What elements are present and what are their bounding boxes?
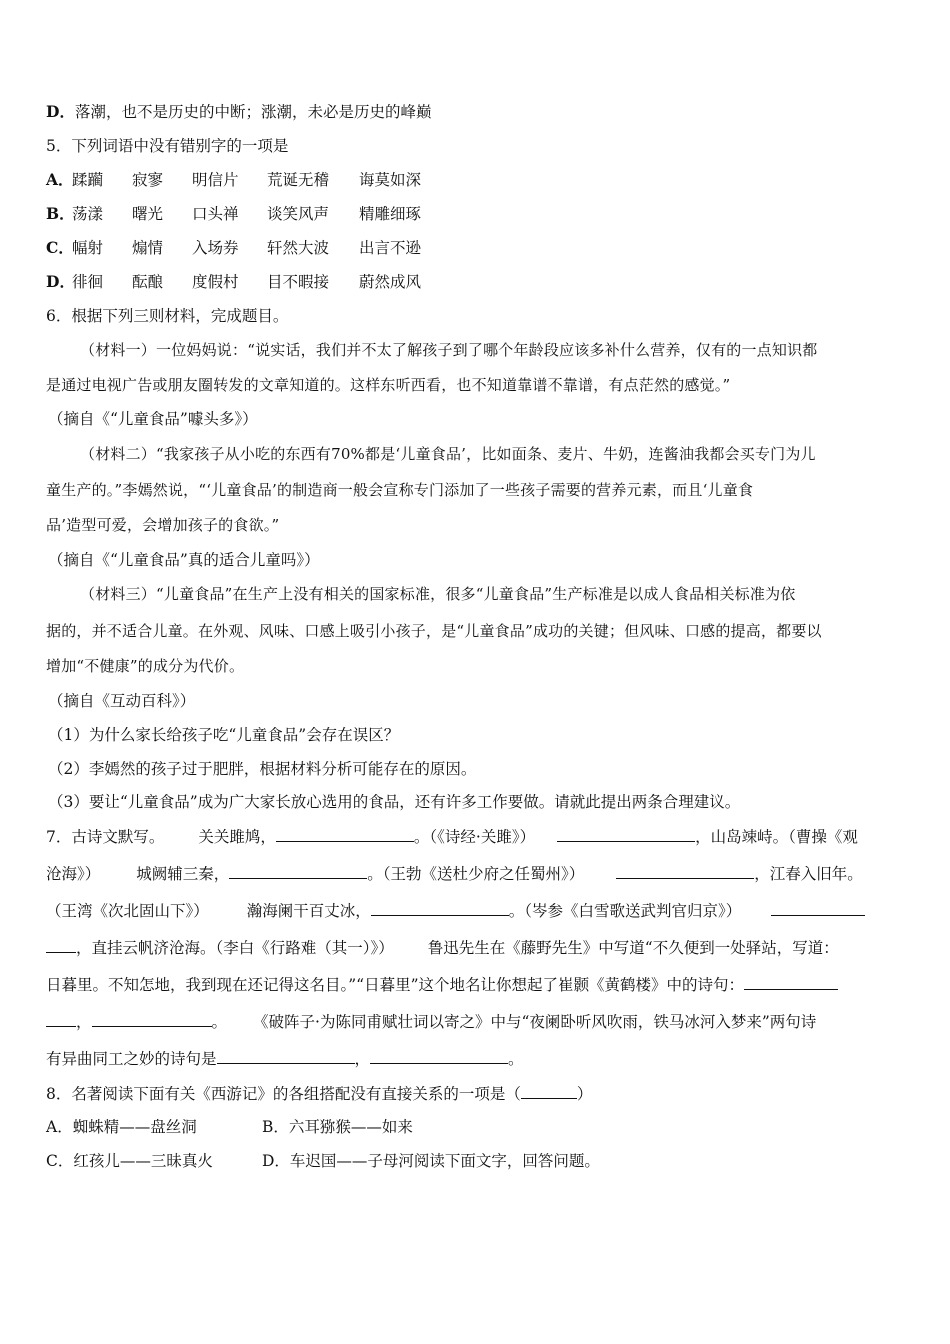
- material-1-line: 是通过电视广告或朋友圈转发的文章知道的。这样东听西看，也不知道靠谱不靠谱，有点茫然的感觉。”: [46, 376, 731, 394]
- material-3-source: （摘自《互动百科》）: [48, 692, 196, 710]
- prompt: 鲁迅先生在《藤野先生》中写道“不久便到一处驿站，写道：: [427, 939, 839, 957]
- answer-blank[interactable]: [229, 862, 367, 879]
- material-2-line: 童生产的。”李嫣然说，“‘儿童食品’的制造商一般会宣称专门添加了一些孩子需要的营养元素，而且‘儿童食: [46, 481, 754, 499]
- prompt: ，山岛竦峙。（曹操《观: [695, 828, 858, 846]
- prompt: 《破阵子·为陈同甫赋壮词以寄之》中与“夜阑卧听风吹雨，铁马冰河入梦来”两句诗: [253, 1013, 817, 1031]
- source: 。（《诗经·关雎》）: [413, 828, 536, 846]
- prompt: ，江春入旧年。: [754, 865, 863, 883]
- prompt: ，直挂云帆济沧海。（李白《行路难（其一）》）: [76, 939, 394, 957]
- word: 目不暇接: [267, 273, 330, 291]
- q8-stem-close: ）: [576, 1085, 593, 1103]
- word: 度假村: [192, 273, 239, 291]
- answer-blank[interactable]: [557, 825, 695, 842]
- material-3-line: （材料三）“儿童食品”在生产上没有相关的国家标准，很多“儿童食品”生产标准是以成人食品相关标准为依: [80, 585, 796, 603]
- word: 轩然大波: [267, 239, 330, 257]
- material-3-line: 据的，并不适合儿童。在外观、风味、口感上吸引小孩子，是“儿童食品”成功的关键；但风味、口感的提高，都要以: [46, 622, 822, 640]
- punct: 。: [211, 1013, 228, 1031]
- answer-blank[interactable]: [371, 899, 509, 916]
- word: 曙光: [132, 205, 164, 223]
- punct: ，: [76, 1013, 92, 1031]
- source: 。（王勃《送杜少府之任蜀州》）: [367, 865, 585, 883]
- q8-options-row: [46, 1150, 600, 1172]
- answer-blank[interactable]: [46, 1010, 76, 1027]
- q8-option-a: A．蜘蛛精——盘丝洞: [46, 1118, 197, 1136]
- q8-options-row: [46, 1116, 413, 1138]
- material-2-line: （材料二）“我家孩子从小吃的东西有70%都是‘儿童食品’，比如面条、麦片、牛奶，连酱油我都会买专门为儿: [80, 445, 816, 463]
- answer-blank[interactable]: [616, 862, 754, 879]
- word: 幅射: [72, 239, 104, 257]
- word: 口头禅: [192, 205, 239, 223]
- punct: ，: [354, 1050, 371, 1068]
- option-text: 落潮，也不是历史的中断；涨潮，未必是历史的峰巅: [74, 103, 432, 121]
- q5-option-b: [46, 203, 449, 225]
- option-label: D．: [46, 102, 75, 121]
- q6-sub-question-2: （2）李嫣然的孩子过于肥胖，根据材料分析可能存在的原因。: [48, 760, 477, 778]
- q7-line: [46, 825, 858, 848]
- source: 沧海》）: [46, 865, 101, 883]
- word: 荡漾: [72, 205, 104, 223]
- q6-sub-question-1: （1）为什么家长给孩子吃“儿童食品”会存在误区？: [48, 726, 400, 744]
- q8-option-d: D．车迟国——子母河阅读下面文字，回答问题。: [262, 1152, 600, 1170]
- word: 明信片: [192, 171, 239, 189]
- answer-blank[interactable]: [370, 1047, 508, 1064]
- q5-option-c: [46, 237, 449, 259]
- prompt: 城阙辅三秦，: [136, 865, 230, 883]
- prompt: 有异曲同工之妙的诗句是: [46, 1050, 217, 1068]
- q7-line: [46, 1047, 524, 1070]
- word: 徘徊: [72, 273, 104, 291]
- material-2-source: （摘自《“儿童食品”真的适合儿童吗》）: [48, 551, 320, 569]
- answer-blank[interactable]: [771, 899, 865, 916]
- word: 诲莫如深: [359, 171, 422, 189]
- q5-option-d: [46, 271, 449, 293]
- word: 入场券: [192, 239, 239, 257]
- q7-line: [46, 862, 863, 885]
- answer-blank[interactable]: [521, 1082, 577, 1099]
- prompt: 关关雎鸠，: [198, 828, 276, 846]
- punct: 。: [508, 1050, 524, 1068]
- q5-stem: 5．下列词语中没有错别字的一项是: [46, 137, 289, 155]
- material-2-line: 品’造型可爱，会增加孩子的食欲。”: [46, 516, 280, 534]
- word: 荒诞无稽: [267, 171, 330, 189]
- q8-stem: [46, 1082, 592, 1105]
- answer-blank[interactable]: [217, 1047, 355, 1064]
- word: 酝酿: [132, 273, 164, 291]
- q5-option-a: [46, 169, 449, 191]
- q7-stem: 7．古诗文默写。: [46, 828, 165, 846]
- q7-line: [46, 1010, 816, 1033]
- answer-blank[interactable]: [46, 936, 76, 953]
- word: 出言不逊: [359, 239, 422, 257]
- option-label: D．: [46, 272, 75, 291]
- q6-sub-question-3: （3）要让“儿童食品”成为广大家长放心选用的食品，还有许多工作要做。请就此提出两条合理建议。: [48, 793, 741, 811]
- word: 煽情: [132, 239, 164, 257]
- word: 寂寥: [132, 171, 164, 189]
- material-1-line: （材料一）一位妈妈说：“说实话，我们并不太了解孩子到了哪个年龄段应该多补什么营养，仅有的一点知识都: [80, 341, 818, 359]
- word: 精雕细琢: [359, 205, 422, 223]
- q7-line: [46, 973, 838, 996]
- option-label: A．: [46, 170, 74, 189]
- q8-option-c: C．红孩儿——三昧真火: [46, 1152, 213, 1170]
- word: 谈笑风声: [267, 205, 330, 223]
- material-1-source: （摘自《“儿童食品”噱头多》）: [48, 410, 258, 428]
- prompt: 日暮里。不知怎地，我到现在还记得这名目。”“日暮里”这个地名让你想起了崔颢《黄鹤楼》中的诗句：: [46, 976, 745, 994]
- q4-option-d: [46, 101, 431, 123]
- q8-stem-text: 8．名著阅读下面有关《西游记》的各组搭配没有直接关系的一项是（: [46, 1085, 521, 1103]
- word: 蔚然成风: [359, 273, 422, 291]
- prompt: 瀚海阑干百丈冰，: [246, 902, 371, 920]
- option-label: C．: [46, 238, 74, 257]
- word: 蹂躏: [72, 171, 104, 189]
- q6-stem: 6．根据下列三则材料，完成题目。: [46, 307, 289, 325]
- answer-blank[interactable]: [276, 825, 414, 842]
- answer-blank[interactable]: [92, 1010, 212, 1027]
- source: 。（岑参《白雪歌送武判官归京》）: [508, 902, 742, 920]
- q8-option-b: B．六耳猕猴——如来: [262, 1118, 413, 1136]
- source: （王湾《次北固山下》）: [46, 902, 209, 920]
- material-3-line: 增加“不健康”的成分为代价。: [46, 657, 245, 675]
- q7-line: [46, 899, 865, 922]
- option-label: B．: [46, 204, 75, 223]
- q7-line: [46, 936, 839, 959]
- answer-blank[interactable]: [744, 973, 838, 990]
